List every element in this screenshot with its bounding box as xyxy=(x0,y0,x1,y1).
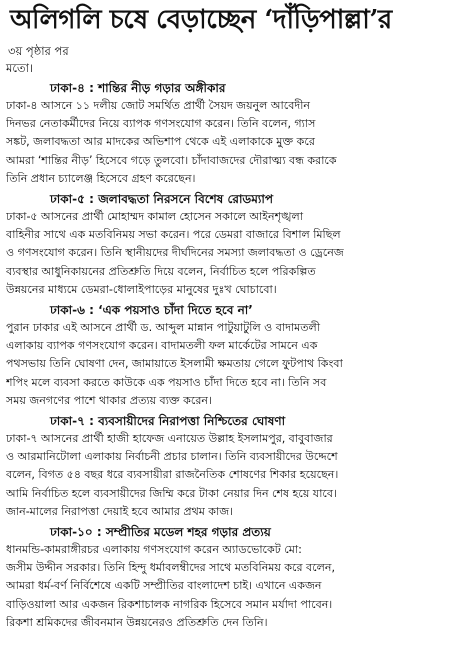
headline: অলিগলি চষে বেড়াচ্ছেন ‘দাঁড়িপাল্লা’র xyxy=(10,5,392,35)
paragraph-line: পথসভায় তিনি ঘোষণা দেন, জামায়াতে ইসলামী ক্ষমতায় গেলে ফুটপাথ কিংবা xyxy=(6,357,343,371)
paragraph-line: ধানমন্ডি-কামরাঙ্গীরচর এলাকায় গণসংযোগ করেন অ্যাডভোকেট মো: xyxy=(6,543,302,557)
section-dhaka-4 xyxy=(6,79,460,188)
paragraph-line: শপিং মলে ব্যবসা করতে কাউকে এক পয়সাও চাঁদা দিতে হবে না। তিনি সব xyxy=(6,375,327,389)
paragraph-line: ও গণসংযোগ করেন। তিনি স্থানীয়দের দীর্ঘদিনের সমস্যা জলাবদ্ধতা ও ড্রেনেজ xyxy=(6,246,344,260)
paragraph-line: সময় জনগণের পাশে থাকার প্রত্যয় ব্যক্ত করেন। xyxy=(6,393,212,407)
paragraph-line: আমি নির্বাচিত হলে ব্যবসায়ীদের জিম্মি করে টাকা নেয়ার দিন শেষ হয়ে যাবে। xyxy=(6,486,337,500)
paragraph-line: এলাকায় ব্যাপক গণসংযোগ করেন। বাদামতলী ফল মার্কেটের সামনে এক xyxy=(6,339,318,353)
paragraph-line: তিনি প্রধান চ্যালেঞ্জ হিসেবে গ্রহণ করেছেন। xyxy=(6,171,196,185)
paragraph-line: বলেন, বিগত ৫৪ বছর ধরে ব্যবসায়ীরা রাজনৈতিক শোষণের শিকার হয়েছেন। xyxy=(6,468,339,482)
continued-from-label: ৩য় পৃষ্ঠার পর xyxy=(8,44,69,58)
paragraph-line: ঢাকা-৪ আসনে ১১ দলীয় জোট সমর্থিত প্রার্থী সৈয়দ জয়নুল আবেদীন xyxy=(6,99,310,112)
section-dhaka-7 xyxy=(6,412,460,521)
paragraph-line: সঙ্কট, জলাবদ্ধতা আর মাদকের অভিশাপ থেকে এই এলাকাকে মুক্ত করে xyxy=(6,135,315,149)
section-dhaka-5 xyxy=(6,190,460,299)
section-heading: ঢাকা-৪ : শান্তির নীড় গড়ার অঙ্গীকার xyxy=(50,81,226,95)
paragraph-line: আমরা ‘শান্তির নীড়’ হিসেবে গড়ে তুলবো। চাঁদাবাজদের দৌরাত্ম্য বন্ধ করাকে xyxy=(6,153,337,167)
lead-text: মতো। xyxy=(6,61,34,75)
section-dhaka-10 xyxy=(6,523,460,632)
paragraph-line: জান-মালের নিরাপত্তা দেয়াই হবে আমার প্রথম কাজ। xyxy=(6,504,234,518)
section-heading: ঢাকা-৭ : ব্যবসায়ীদের নিরাপত্তা নিশ্চিতের ঘোষণা xyxy=(50,414,286,429)
section-heading: ঢাকা-১০ : সম্প্রীতির মডেল শহর গড়ার প্রত্যয় xyxy=(50,525,271,540)
section-heading: ঢাকা-৫ : জলাবদ্ধতা নিরসনে বিশেষ রোডম্যাপ xyxy=(50,192,274,207)
paragraph-line: ও আরমানিটোলা এলাকায় নির্বাচনী প্রচার চালান। তিনি ব্যবসায়ীদের উদ্দেশে xyxy=(6,450,338,464)
paragraph-line: দিনভর নেতাকর্মীদের নিয়ে ব্যাপক গণসংযোগ করেন। তিনি বলেন, গ্যাস xyxy=(6,117,316,131)
paragraph-line: বাহিনীর সাথে এক মতবিনিময় সভা করেন। পরে ডেমরা বাজারে বিশাল মিছিল xyxy=(6,228,341,242)
paragraph-line: বাড়িওয়ালা আর একজন রিকশাচালক নাগরিক হিসেবে সমান মর্যাদা পাবেন। xyxy=(6,597,333,611)
paragraph-line: ঢাকা-৫ আসনের প্রার্থী মোহাম্মদ কামাল হোসেন সকালে আইনশৃঙ্খলা xyxy=(6,210,304,224)
section-heading: ঢাকা-৬ : ‘এক পয়সাও চাঁদা দিতে হবে না’ xyxy=(50,303,253,318)
paragraph-line: উন্নয়নের মাধ্যমে ডেমরা-ধোলাইপাড়ের মানুষের দুঃখ ঘোচাবো। xyxy=(6,282,277,296)
paragraph-line: রিকশা শ্রমিকদের জীবনমান উন্নয়নেরও প্রতিশ্রুতি দেন তিনি। xyxy=(6,615,268,629)
paragraph-line: ব্যবস্থার আধুনিকায়নের প্রতিশ্রুতি দিয়ে বলেন, নির্বাচিত হলে পরিকল্পিত xyxy=(6,264,316,278)
paragraph-line: পুরান ঢাকার এই আসনে প্রার্থী ড. আব্দুল মান্নান পাটুয়াটুলি ও বাদামতলী xyxy=(6,321,320,335)
paragraph-line: আমরা ধর্ম-বর্ণ নির্বিশেষে একটি সম্প্রীতির বাংলাদেশ চাই। এখানে একজন xyxy=(6,579,322,593)
paragraph-line: জসীম উদ্দীন সরকার। তিনি হিন্দু ধর্মাবলম্বীদের সাথে মতবিনিময় করে বলেন, xyxy=(6,561,335,575)
section-dhaka-6 xyxy=(6,301,460,410)
paragraph-line: ঢাকা-৭ আসনের প্রার্থী হাজী হাফেজ এনায়েত উল্লাহ ইসলামপুর, বাবুবাজার xyxy=(6,432,333,446)
